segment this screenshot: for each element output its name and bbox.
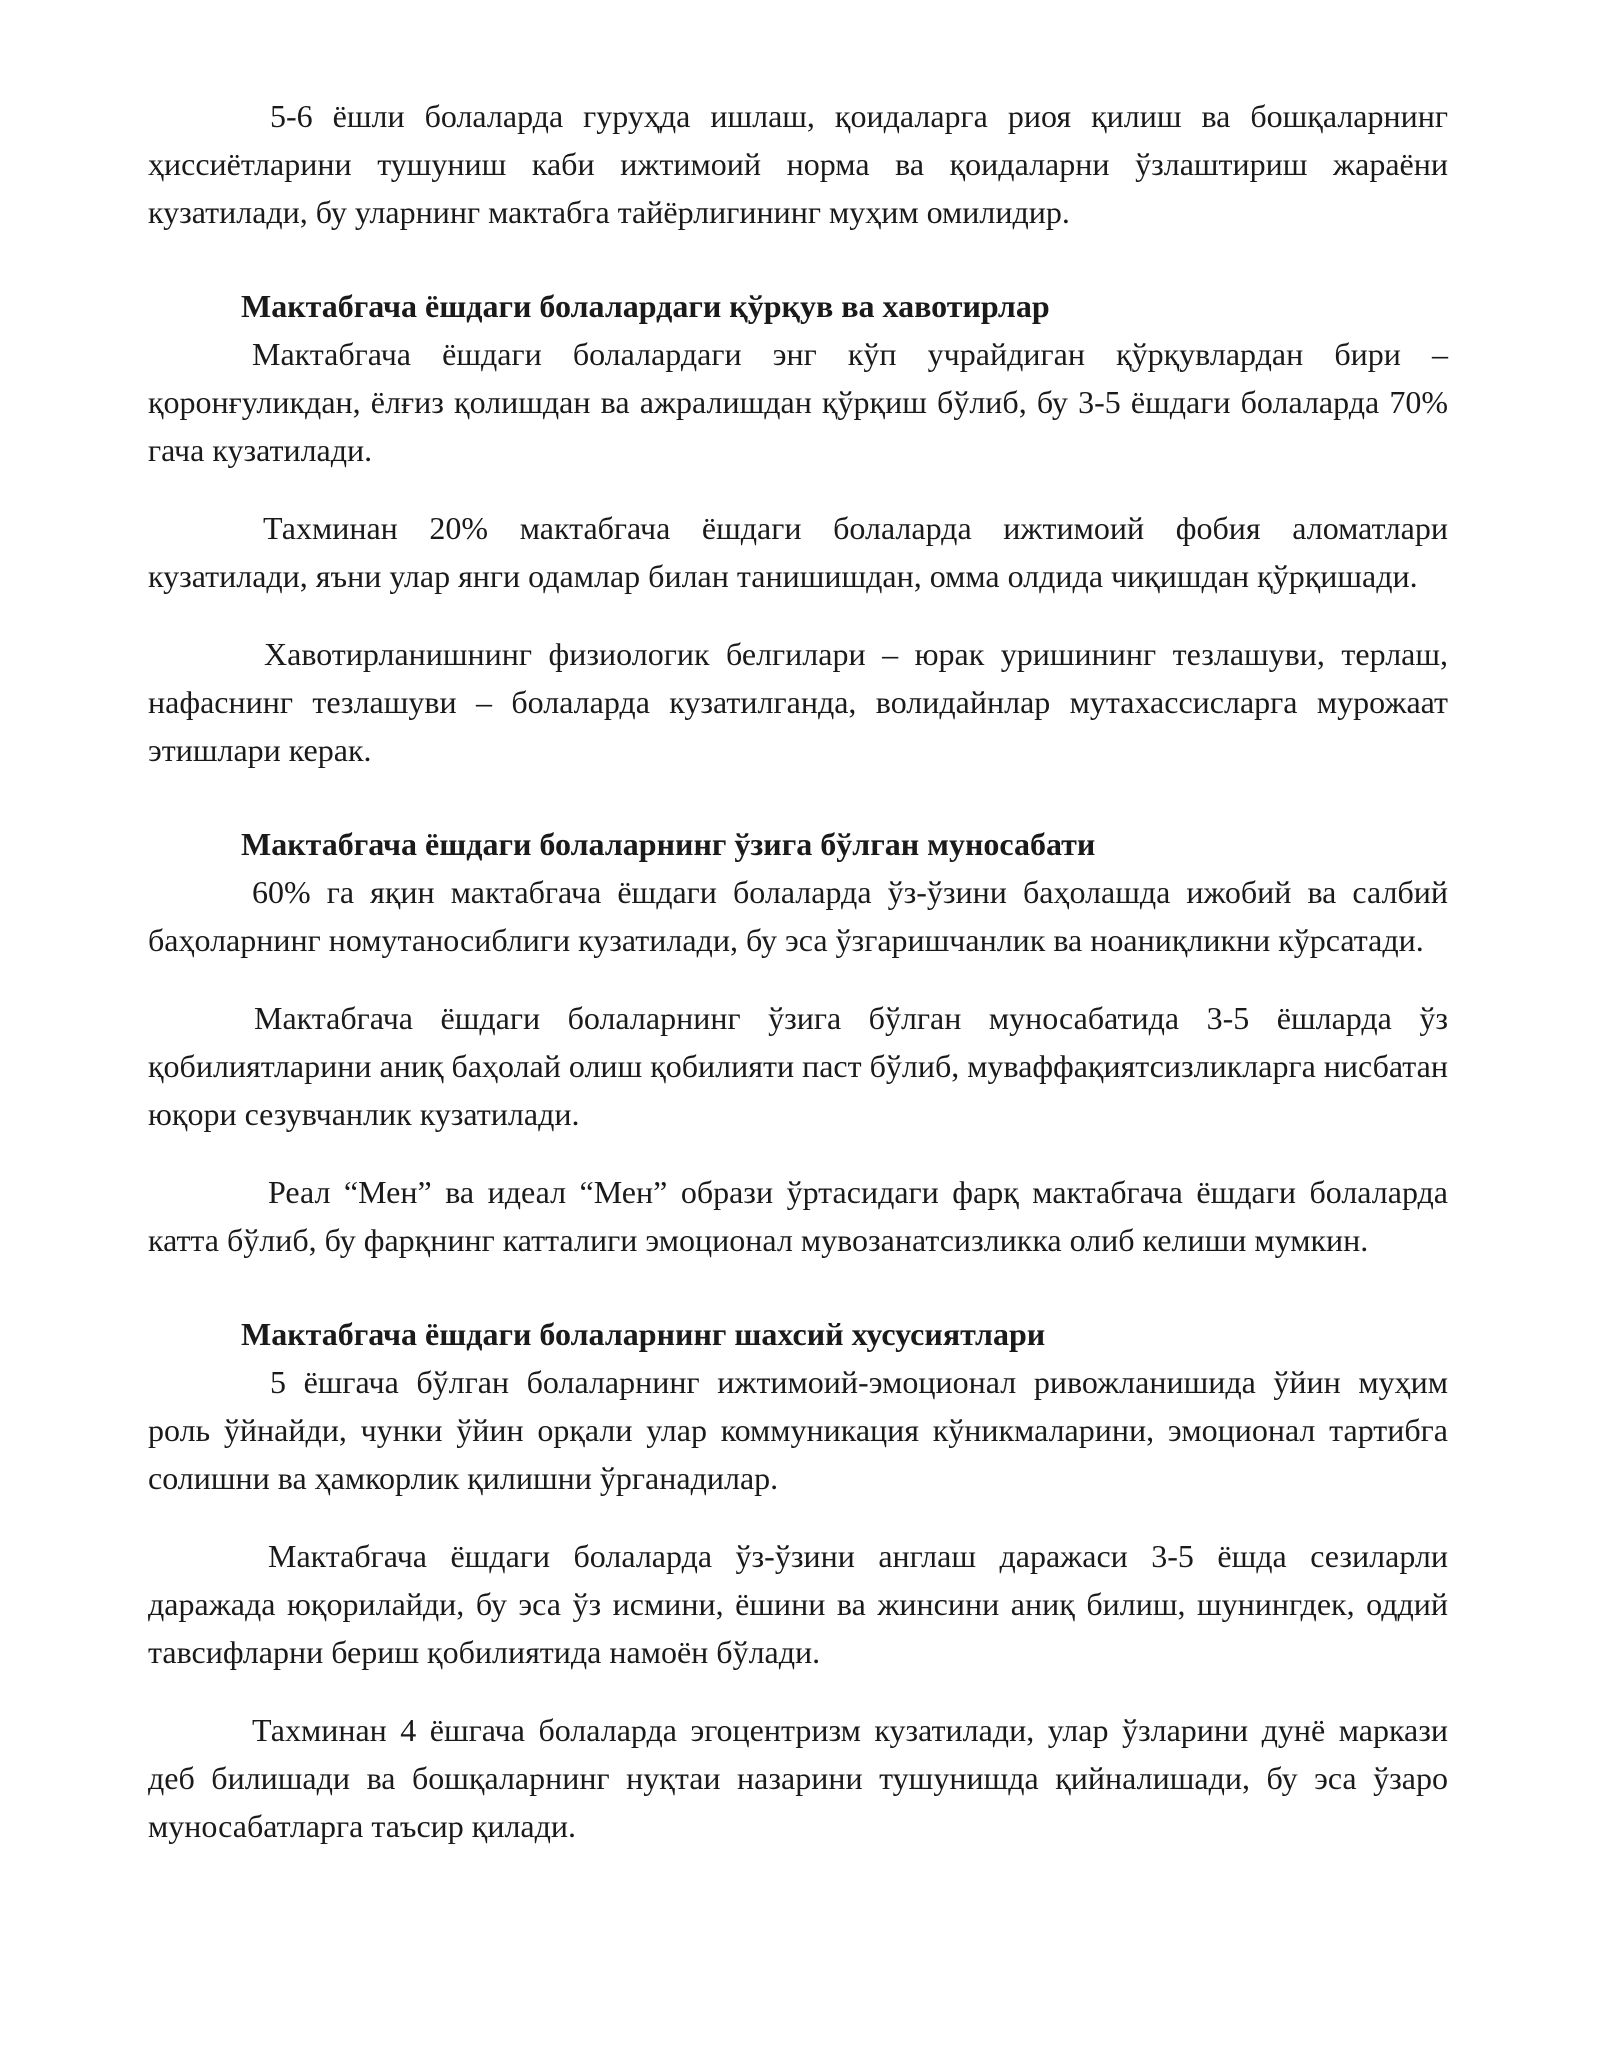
paragraph-ability-assessment: Мактабгача ёшдаги болаларнинг ўзига бўлган муносабатида 3-5 ёшларда ўз қобилиятларини аниқ баҳолай олиш қобилияти паст бўлиб, муваффақиятсизликларга нисбатан юқори сезувчанлик кузатилади. (148, 1000, 1448, 1132)
heading-self-attitude: Мактабгача ёшдаги болаларнинг ўзига бўлган муносабати (241, 826, 1096, 862)
paragraph-anxiety-signs: Хавотирланишнинг физиологик белгилари – юрак уришининг тезлашуви, терлаш, нафаснинг тезлашуви – болаларда кузатилганда, волидайнлар мутахассисларга мурожаат этишлари керак. (148, 636, 1448, 768)
paragraph-common-fears: Мактабгача ёшдаги болалардаги энг кўп учрайдиган қўрқувлардан бири – қоронғуликдан, ёлғиз қолишдан ва ажралишдан қўрқиш бўлиб, бу 3-5 ёшдаги болаларда 70% гача кузатилади. (148, 336, 1448, 468)
paragraph-social-phobia: Тахминан 20% мактабгача ёшдаги болаларда ижтимоий фобия аломатлари кузатилади, яъни улар янги одамлар билан танишишдан, омма олдида чиқишдан қўрқишади. (148, 510, 1448, 594)
heading-fears-anxieties: Мактабгача ёшдаги болалардаги қўрқув ва хавотирлар (241, 288, 1050, 324)
paragraph-group-work: 5-6 ёшли болаларда гуруҳда ишлаш, қоидаларга риоя қилиш ва бошқаларнинг ҳиссиётларини тушуниш каби ижтимоий норма ва қоидаларни ўзлаштириш жараёни кузатилади, бу уларнинг мактабга тайёрлигининг муҳим омилидир. (148, 98, 1448, 230)
paragraph-egocentrism: Тахминан 4 ёшгача болаларда эгоцентризм кузатилади, улар ўзларини дунё маркази деб билишади ва бошқаларнинг нуқтаи назарини тушунишда қийналишади, бу эса ўзаро муносабатларга таъсир қилади. (148, 1712, 1448, 1844)
heading-personal-traits: Мактабгача ёшдаги болаларнинг шахсий хусусиятлари (241, 1316, 1046, 1352)
document-page (148, 92, 1448, 1868)
paragraph-real-ideal-self: Реал “Мен” ва идеал “Мен” образи ўртасидаги фарқ мактабгача ёшдаги болаларда катта бўлиб, бу фарқнинг катталиги эмоционал мувозанатсизликка олиб келиши мумкин. (148, 1174, 1448, 1258)
paragraph-self-evaluation: 60% га яқин мактабгача ёшдаги болаларда ўз-ўзини баҳолашда ижобий ва салбий баҳоларнинг номутаносиблиги кузатилади, бу эса ўзгаришчанлик ва ноаниқликни кўрсатади. (148, 874, 1448, 958)
paragraph-self-awareness: Мактабгача ёшдаги болаларда ўз-ўзини англаш даражаси 3-5 ёшда сезиларли даражада юқорилайди, бу эса ўз исмини, ёшини ва жинсини аниқ билиш, шунингдек, оддий тавсифларни бериш қобилиятида намоён бўлади. (148, 1538, 1448, 1670)
paragraph-play-role: 5 ёшгача бўлган болаларнинг ижтимоий-эмоционал ривожланишида ўйин муҳим роль ўйнайди, чунки ўйин орқали улар коммуникация кўникмаларини, эмоционал тартибга солишни ва ҳамкорлик қилишни ўрганадилар. (148, 1364, 1448, 1496)
